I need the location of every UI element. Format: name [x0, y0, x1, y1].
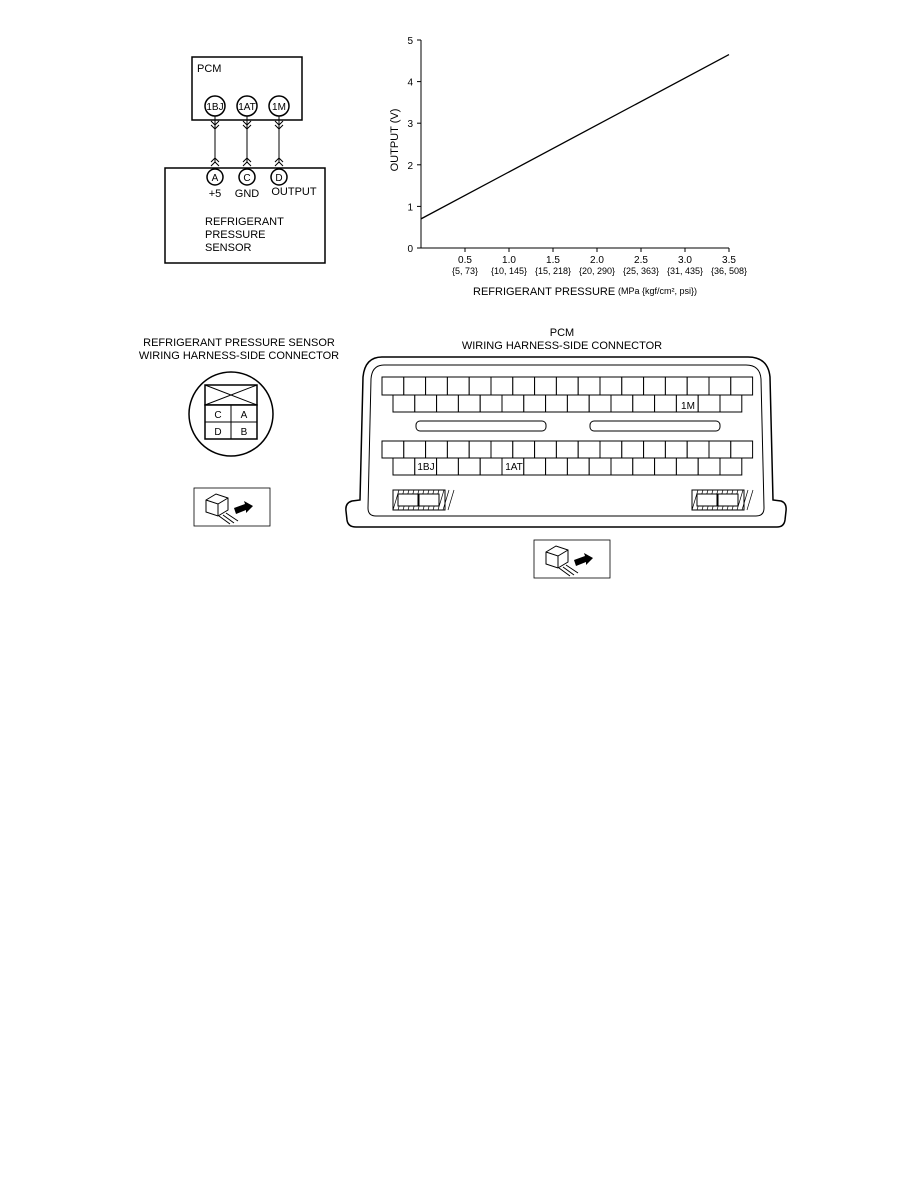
sensor-name-line: SENSOR — [205, 242, 252, 254]
pcm-terminal-cell — [600, 441, 622, 458]
pcm-slot-left — [416, 421, 546, 431]
y-ticks — [407, 36, 421, 255]
pcm-terminal-cell — [426, 441, 448, 458]
pcm-terminal-cell — [676, 458, 698, 475]
pcm-terminal-cell — [655, 458, 677, 475]
pcm-pin-label: 1BJ — [206, 102, 224, 113]
pcm-terminal-cell — [491, 377, 513, 395]
pcm-terminal-cell — [622, 377, 644, 395]
sensor-pin-label: D — [275, 173, 283, 184]
sensor-pin-d — [271, 169, 287, 185]
x-tick-sublabel: {36, 508} — [710, 266, 748, 276]
sensor-name-line: REFRIGERANT — [205, 216, 284, 228]
y-tick-label: 5 — [407, 36, 413, 47]
series-group — [421, 55, 729, 219]
x-tick-label: 1.0 — [502, 255, 516, 266]
pcm-terminal-cell — [382, 441, 404, 458]
x-axis-label: REFRIGERANT PRESSURE — [473, 286, 616, 298]
x-tick-label: 1.5 — [546, 255, 560, 266]
y-tick-label: 3 — [407, 119, 413, 131]
pcm-terminal-cell — [524, 458, 546, 475]
pcm-terminal-cell — [556, 441, 578, 458]
pcm-terminal-cell — [480, 458, 502, 475]
y-tick-label: 2 — [407, 160, 413, 172]
pcm-terminal-cell — [393, 395, 415, 412]
pcm-pin-1m — [269, 96, 289, 116]
pcm-connector-title: PCM — [549, 327, 575, 339]
pcm-terminal-cell — [578, 377, 600, 395]
pcm-terminal-cell — [513, 441, 535, 458]
sensor-pin-label: C — [243, 173, 251, 184]
y-tick-label: 0 — [407, 244, 413, 255]
pcm-lock-tab — [393, 490, 454, 510]
pcm-terminal-cell — [469, 377, 491, 395]
pin-function-label: GND — [234, 188, 260, 200]
terminal-label: A — [240, 410, 248, 421]
pcm-terminal-cell — [655, 395, 677, 412]
pcm-connector-title: WIRING HARNESS-SIDE CONNECTOR — [461, 340, 663, 352]
x-axis-unit: (MPa {kgf/cm², psi}) — [618, 286, 698, 296]
terminal-label: C — [214, 410, 222, 421]
pcm-terminal-cell — [480, 395, 502, 412]
sensor-connector-view — [139, 337, 339, 526]
sensor-pin-c — [239, 169, 255, 185]
pcm-terminal-cell — [513, 377, 535, 395]
pcm-terminal-label-1at: 1AT — [505, 462, 523, 473]
x-tick-label: 3.5 — [722, 255, 736, 266]
x-tick-sublabel: {31, 435} — [666, 266, 704, 276]
pin-function-label: +5 — [208, 188, 222, 200]
pcm-terminal-cell — [709, 377, 731, 395]
pcm-terminal-label-1bj: 1BJ — [417, 462, 435, 473]
pcm-terminal-cell — [731, 441, 753, 458]
sensor-pin-a — [207, 169, 223, 185]
pcm-terminal-cell — [535, 377, 557, 395]
pcm-pin-1bj — [205, 96, 225, 116]
pcm-terminal-cell — [469, 441, 491, 458]
sensor-connector-title: WIRING HARNESS-SIDE CONNECTOR — [138, 350, 340, 362]
x-tick-sublabel: {5, 73} — [451, 266, 479, 276]
pcm-terminal-cell — [633, 458, 655, 475]
pcm-terminal-cell — [567, 395, 589, 412]
x-tick-label: 0.5 — [458, 255, 472, 266]
pcm-terminal-cell — [546, 458, 568, 475]
pcm-terminal-cell — [644, 441, 666, 458]
pcm-terminal-cell — [720, 458, 742, 475]
pcm-terminal-cell — [589, 395, 611, 412]
pcm-terminal-cell — [665, 377, 687, 395]
pcm-terminal-cell — [644, 377, 666, 395]
pcm-terminal-cell — [426, 377, 448, 395]
pcm-terminal-cell — [546, 395, 568, 412]
pcm-terminal-cell — [458, 458, 480, 475]
pcm-terminal-cell — [622, 441, 644, 458]
x-tick-sublabel: {20, 290} — [578, 266, 616, 276]
pcm-terminal-cell — [393, 458, 415, 475]
pcm-terminal-cell — [578, 441, 600, 458]
pcm-pin-1at — [237, 96, 257, 116]
x-tick-sublabel: {25, 363} — [622, 266, 660, 276]
x-tick-label: 2.0 — [590, 255, 604, 266]
sensor-connector-title: REFRIGERANT PRESSURE SENSOR — [143, 337, 335, 349]
y-axis-label: OUTPUT (V) — [389, 108, 401, 172]
sensor-name-line: PRESSURE — [205, 229, 266, 241]
pcm-terminal-cell — [611, 458, 633, 475]
pcm-terminal-cell — [698, 458, 720, 475]
pcm-connector-view — [346, 327, 786, 578]
pcm-slot-right — [590, 421, 720, 431]
pcm-terminal-cell — [404, 377, 426, 395]
pcm-terminal-cell — [611, 395, 633, 412]
pcm-terminal-label-1m: 1M — [681, 401, 695, 412]
pcm-terminal-cell — [447, 441, 469, 458]
pcm-terminal-cell — [633, 395, 655, 412]
pcm-terminal-cell — [502, 395, 524, 412]
pcm-terminal-cell — [687, 441, 709, 458]
pcm-terminal-cell — [437, 395, 459, 412]
pcm-terminal-cell — [458, 395, 480, 412]
x-ticks — [452, 248, 747, 276]
wire-set — [211, 116, 283, 166]
wiring-diagram — [165, 57, 325, 263]
pcm-pin-label: 1M — [272, 102, 286, 113]
pcm-terminal-cell — [415, 395, 437, 412]
pcm-terminal-cell — [687, 377, 709, 395]
pcm-terminal-cell — [382, 377, 404, 395]
pcm-terminal-cell — [567, 458, 589, 475]
harness-side-view-icon — [194, 488, 270, 526]
pcm-terminal-cell — [556, 377, 578, 395]
pcm-terminal-cell — [709, 441, 731, 458]
pcm-terminal-cell — [491, 441, 513, 458]
pin-function-label: OUTPUT — [271, 186, 317, 198]
pcm-terminal-cell — [535, 441, 557, 458]
x-tick-sublabel: {15, 218} — [534, 266, 572, 276]
x-tick-sublabel: {10, 145} — [490, 266, 528, 276]
terminal-label: B — [240, 427, 248, 438]
pcm-terminal-cell — [600, 377, 622, 395]
pcm-box-label: PCM — [197, 63, 222, 75]
pcm-terminal-cell — [447, 377, 469, 395]
y-tick-label: 1 — [407, 202, 413, 214]
sensor-pin-label: A — [211, 173, 219, 184]
pcm-terminal-cell — [404, 441, 426, 458]
harness-side-view-icon — [534, 540, 610, 578]
pcm-terminal-cell — [437, 458, 459, 475]
pcm-terminal-cell — [524, 395, 546, 412]
pcm-terminal-cell — [589, 458, 611, 475]
x-tick-label: 2.5 — [634, 255, 648, 266]
y-tick-label: 4 — [407, 77, 413, 89]
output-voltage-chart — [389, 36, 747, 298]
pcm-terminal-cell — [698, 395, 720, 412]
pcm-terminal-cell — [731, 377, 753, 395]
pcm-terminal-cell — [665, 441, 687, 458]
terminal-label: D — [214, 427, 222, 438]
pcm-pin-label: 1AT — [238, 102, 256, 113]
pcm-terminal-cell — [720, 395, 742, 412]
output-line — [421, 55, 729, 219]
pcm-lock-tab — [692, 490, 753, 510]
x-tick-label: 3.0 — [678, 255, 692, 266]
